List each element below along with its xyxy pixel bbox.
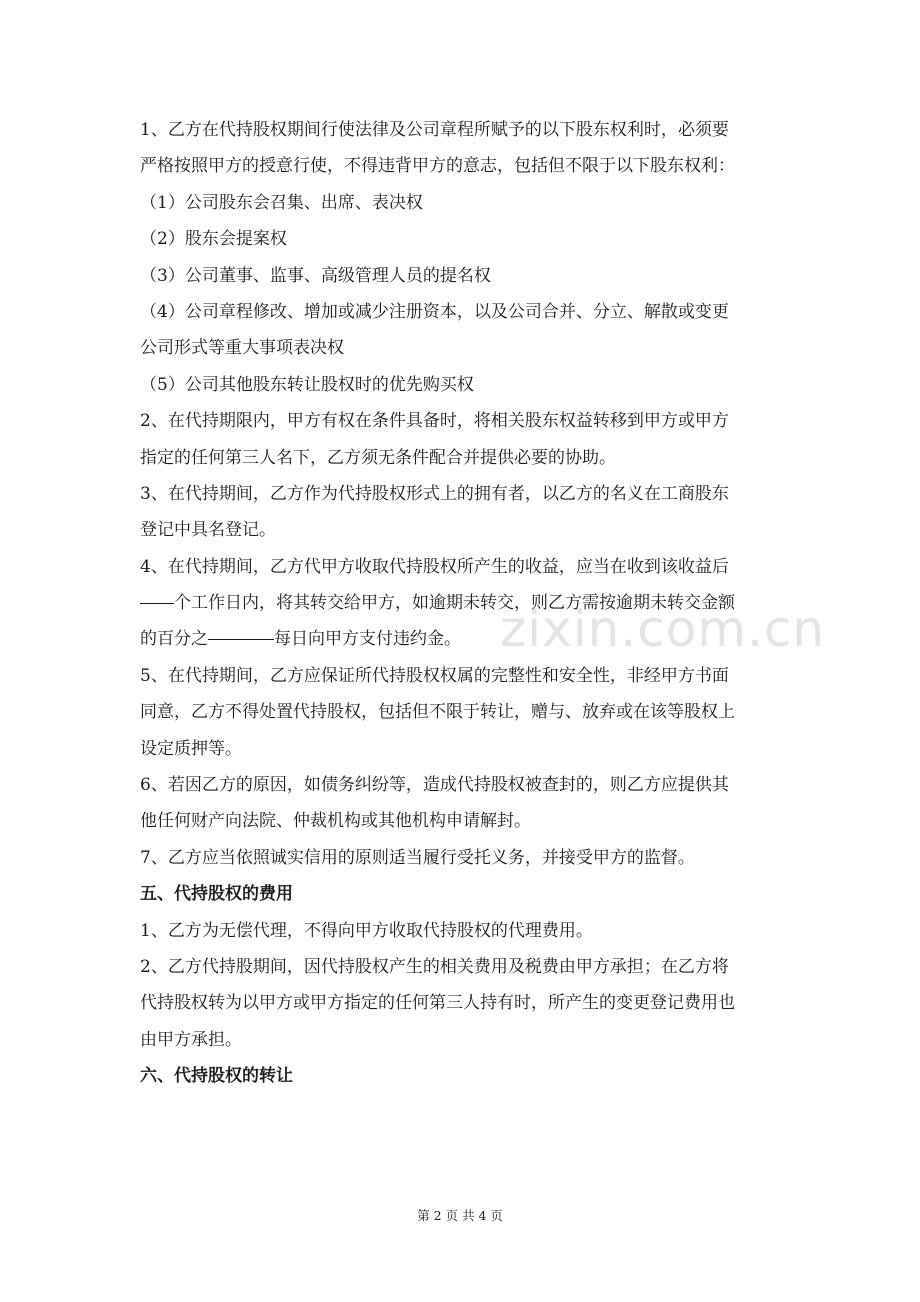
- text-line-blank-2: [140, 621, 782, 657]
- fill-in-blank: [208, 617, 274, 640]
- watermark: zixin.com.cn: [500, 600, 826, 658]
- section-heading: 五、代持股权的费用: [140, 884, 293, 905]
- text-line: （5）公司其他股东转让股权时的优先购买权: [140, 374, 474, 395]
- text-line: （2）股东会提案权: [140, 229, 287, 250]
- blank-line-text: 个工作日内，将其转交给甲方，如逾期未转交，则乙方需按逾期未转交金额: [174, 593, 735, 614]
- text-line: 严格按照甲方的授意行使，不得违背甲方的意志，包括但不限于以下股东权利：: [140, 156, 735, 177]
- text-line: （1）公司股东会召集、出席、表决权: [140, 192, 423, 213]
- text-line: 同意，乙方不得处置代持股权，包括但不限于转让，赠与、放弃或在该等股权上: [140, 702, 735, 723]
- text-line: 由甲方承担。: [140, 1029, 242, 1050]
- section-heading: 六、代持股权的转让: [140, 1066, 293, 1087]
- text-line: 7、乙方应当依照诚实信用的原则适当履行受托义务，并接受甲方的监督。: [140, 847, 695, 868]
- text-line-blank-1: [140, 585, 782, 621]
- fill-in-blank: [140, 581, 174, 604]
- page-footer: 第 2 页 共 4 页: [417, 1208, 503, 1223]
- text-line: 代持股权转为以甲方或甲方指定的任何第三人持有时，所产生的变更登记费用也: [140, 993, 735, 1014]
- text-line: （4）公司章程修改、增加或减少注册资本，以及公司合并、分立、解散或变更: [140, 301, 729, 322]
- text-line: 指定的任何第三人名下，乙方须无条件配合并提供必要的协助。: [140, 447, 616, 468]
- text-line: 2、乙方代持股期间，因代持股权产生的相关费用及税费由甲方承担；在乙方将: [140, 956, 729, 977]
- text-line: 1、乙方在代持股权期间行使法律及公司章程所赋予的以下股东权利时，必须要: [140, 120, 729, 140]
- paragraph-group: [140, 658, 782, 1095]
- blank-line-suffix: 每日向甲方支付违约金。: [274, 629, 461, 650]
- blank-line-prefix: 的百分之: [140, 629, 208, 650]
- text-line: 2、在代持期限内，甲方有权在条件具备时，将相关股东权益转移到甲方或甲方: [140, 411, 729, 432]
- text-line: 公司形式等重大事项表决权: [140, 338, 344, 359]
- text-line: 登记中具名登记。: [140, 520, 276, 541]
- text-line: 设定质押等。: [140, 738, 242, 759]
- text-line: 4、在代持期间，乙方代甲方收取代持股权所产生的收益，应当在收到该收益后: [140, 556, 729, 577]
- text-line: 3、在代持期间，乙方作为代持股权形式上的拥有者，以乙方的名义在工商股东: [140, 483, 729, 504]
- text-line: （3）公司董事、监事、高级管理人员的提名权: [140, 265, 491, 286]
- text-line: 5、在代持期间，乙方应保证所代持股权权属的完整性和安全性，非经甲方书面: [140, 665, 729, 686]
- document-body: [140, 112, 782, 1095]
- paragraph-group: [140, 112, 782, 585]
- text-line: 6、若因乙方的原因，如债务纠纷等，造成代持股权被查封的，则乙方应提供其: [140, 775, 729, 796]
- text-line: 他任何财产向法院、仲裁机构或其他机构申请解封。: [140, 811, 531, 832]
- text-line: 1、乙方为无偿代理，不得向甲方收取代持股权的代理费用。: [140, 920, 593, 941]
